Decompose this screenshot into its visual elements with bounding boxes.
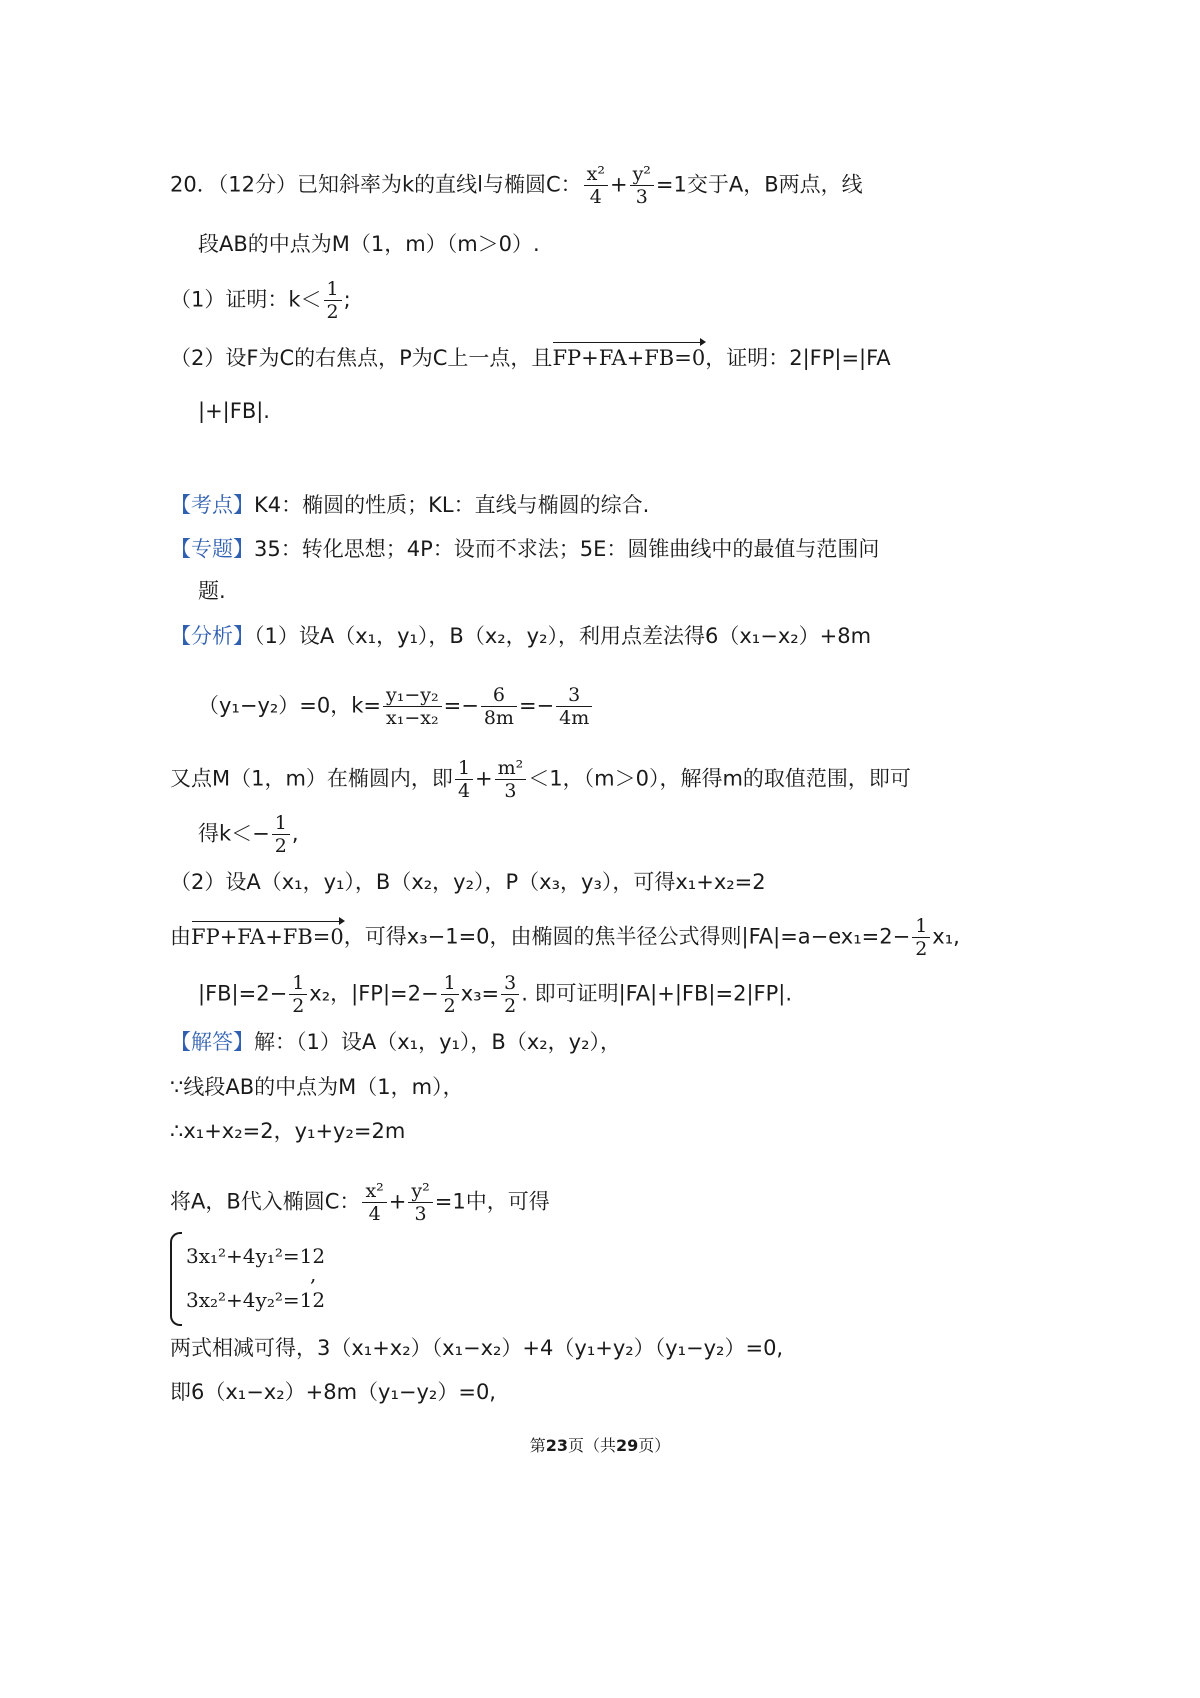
footer-text: 页（共 xyxy=(567,1436,616,1455)
equation-1: 3x₁²+4y₁²=12 xyxy=(186,1244,326,1268)
frac-num: 1 xyxy=(912,915,930,938)
frac-den: 4 xyxy=(368,1203,381,1225)
jieda-line1 xyxy=(170,1028,621,1056)
frac-num: 1 xyxy=(324,278,342,301)
fenxi-line3 xyxy=(170,757,911,802)
fraction xyxy=(501,972,519,1017)
text: + xyxy=(475,766,493,791)
kaodian-text: K4：椭圆的性质；KL：直线与椭圆的综合. xyxy=(254,493,650,517)
frac-den: 2 xyxy=(915,938,928,960)
text: =− xyxy=(518,693,555,718)
part1-fraction xyxy=(324,278,342,323)
problem-header-text: 20．（12分）已知斜率为k的直线l与椭圆C： xyxy=(170,172,582,197)
text: ，可得x₃−1=0，由椭圆的焦半径公式得则|FA|=a−ex₁=2− xyxy=(343,924,911,949)
frac-num: x² xyxy=(362,1180,386,1203)
problem-header: 20．（12分）已知斜率为k的直线l与椭圆C： $\frac{\text{x²}}{4}$ + $\frac{\text{y²}}{3}$ =1交于A，B两点，线 xyxy=(170,163,863,208)
fenxi-line5: （2）设A（x₁，y₁），B（x₂，y₂），P（x₃，y₃），可得x₁+x₂=2 xyxy=(170,870,766,894)
fraction xyxy=(495,757,527,802)
fraction xyxy=(383,684,442,729)
part2 xyxy=(170,340,891,372)
part1-text: （1）证明：k＜ xyxy=(170,287,322,312)
fraction xyxy=(912,915,930,960)
frac-den: 4 xyxy=(589,186,602,208)
frac-den: x₁−x₂ xyxy=(386,707,439,729)
text: =1中，可得 xyxy=(434,1189,550,1214)
ellipse-x-fraction xyxy=(584,163,608,208)
frac-num: 1 xyxy=(289,972,307,995)
frac-num: 1 xyxy=(455,757,473,780)
kaodian-tag: 【考点】 xyxy=(170,493,254,517)
left-brace xyxy=(170,1232,182,1326)
text: 得k＜− xyxy=(198,821,270,846)
frac-den: 2 xyxy=(504,995,517,1017)
jieda-line4: 将A，B代入椭圆C： $\frac{\text{x²}}{4}$ + $\frac{\text{y²}}{3}$ =1中，可得 xyxy=(170,1180,550,1225)
text: x₂，|FP|=2− xyxy=(309,981,439,1006)
fenxi-tag: 【分析】 xyxy=(170,624,254,648)
frac-den: 2 xyxy=(326,301,339,323)
frac-den: 3 xyxy=(504,780,517,802)
fraction xyxy=(408,1180,432,1225)
frac-num: y² xyxy=(408,1180,432,1203)
text: , xyxy=(291,821,299,846)
frac-num: x² xyxy=(584,163,608,186)
jieda-text: 解：（1）设A（x₁，y₁），B（x₂，y₂）， xyxy=(254,1030,622,1054)
text: . 即可证明|FA|+|FB|=2|FP|. xyxy=(521,981,793,1006)
frac-num: m² xyxy=(495,757,527,780)
fraction xyxy=(455,757,473,802)
fenxi-line7 xyxy=(198,972,792,1017)
system-comma: , xyxy=(310,1262,317,1286)
frac-num: 3 xyxy=(556,684,592,707)
frac-num: y² xyxy=(630,163,654,186)
text: （y₁−y₂）=0，k= xyxy=(198,693,382,718)
jieda-line3: ∴x₁+x₂=2，y₁+y₂=2m xyxy=(170,1119,406,1143)
footer-text: 第 xyxy=(529,1436,546,1455)
zhuanti-cont: 题. xyxy=(198,579,226,603)
text: x₁, xyxy=(932,924,960,949)
text: ＜1，（m＞0），解得m的取值范围，即可 xyxy=(528,766,911,791)
frac-den: 3 xyxy=(414,1203,427,1225)
zhuanti-tag: 【专题】 xyxy=(170,537,254,561)
vector-equation: FP+FA+FB=0 xyxy=(191,919,344,951)
frac-num: 3 xyxy=(501,972,519,995)
problem-line2: 段AB的中点为M（1，m）（m＞0）. xyxy=(198,232,540,256)
fraction xyxy=(481,684,517,729)
frac-den: 2 xyxy=(292,995,305,1017)
kaodian-line xyxy=(170,491,649,519)
fraction xyxy=(441,972,459,1017)
ellipse-y-fraction xyxy=(630,163,654,208)
fenxi-line2 xyxy=(198,684,594,729)
page-footer xyxy=(0,1433,1200,1456)
fraction xyxy=(556,684,592,729)
fenxi-line1 xyxy=(170,622,871,650)
frac-den: 4 xyxy=(457,780,471,802)
fenxi-line6 xyxy=(170,915,960,960)
jieda-line2: ∵线段AB的中点为M（1，m）， xyxy=(170,1075,464,1099)
frac-den: 4m xyxy=(559,707,590,729)
jieda-tag: 【解答】 xyxy=(170,1030,254,1054)
frac-num: 1 xyxy=(441,972,459,995)
text: =− xyxy=(443,693,479,718)
problem-header-tail: =1交于A，B两点，线 xyxy=(655,172,863,197)
frac-den: 8m xyxy=(483,707,514,729)
fraction xyxy=(289,972,307,1017)
text: x₃= xyxy=(460,981,500,1006)
footer-text: 页） xyxy=(638,1436,671,1455)
frac-den: 3 xyxy=(635,186,648,208)
part1: （1）证明：k＜ $\frac{1}{2}$ ; xyxy=(170,278,351,323)
text: |FB|=2− xyxy=(198,981,288,1006)
frac-num: 1 xyxy=(272,812,290,835)
fraction xyxy=(272,812,290,857)
text: 由 xyxy=(170,924,191,949)
jieda-line5: 两式相减可得，3（x₁+x₂）（x₁−x₂）+4（y₁+y₂）（y₁−y₂）=0, xyxy=(170,1336,784,1360)
part2-mid: ，证明：2|FP|=|FA xyxy=(705,346,891,370)
text: 又点M（1，m）在椭圆内，即 xyxy=(170,766,453,791)
page-number: 23 xyxy=(545,1436,568,1455)
total-pages: 29 xyxy=(616,1436,639,1455)
vector-equation: FP+FA+FB=0 xyxy=(552,340,705,372)
zhuanti-line xyxy=(170,535,879,563)
equation-2: 3x₂²+4y₂²=12 xyxy=(186,1288,326,1312)
part2-text: （2）设F为C的右焦点，P为C上一点，且 xyxy=(170,346,553,370)
zhuanti-text: 35：转化思想；4P：设而不求法；5E：圆锥曲线中的最值与范围问 xyxy=(254,537,880,561)
fraction xyxy=(362,1180,386,1225)
part2-end: |+|FB|. xyxy=(198,399,270,423)
fenxi-line4 xyxy=(198,812,299,857)
fenxi-text: （1）设A（x₁，y₁），B（x₂，y₂），利用点差法得6（x₁−x₂）+8m xyxy=(254,624,872,648)
text: 将A，B代入椭圆C： xyxy=(170,1189,361,1214)
jieda-line6: 即6（x₁−x₂）+8m（y₁−y₂）=0, xyxy=(170,1380,496,1404)
frac-den: 2 xyxy=(443,995,456,1017)
frac-den: 2 xyxy=(274,835,287,857)
frac-num: 6 xyxy=(481,684,517,707)
frac-num: y₁−y₂ xyxy=(383,684,442,707)
